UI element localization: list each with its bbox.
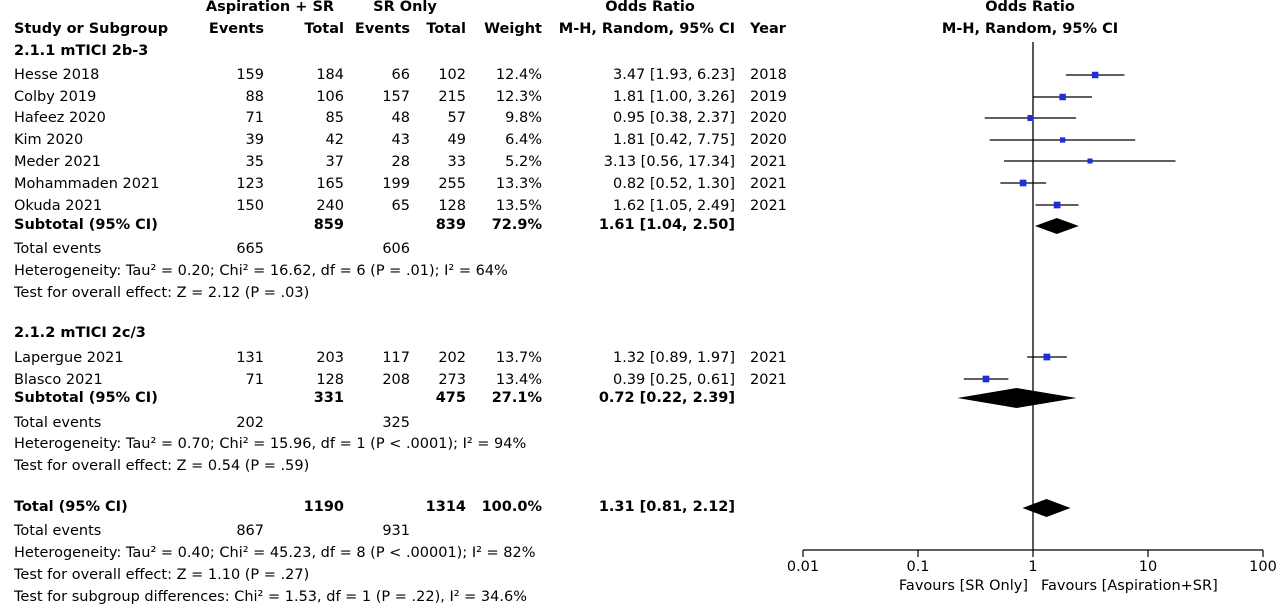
subtotal-weight: 27.1% xyxy=(491,390,542,406)
x-tick-label: 10 xyxy=(1138,559,1158,575)
events1-cell: 39 xyxy=(245,132,264,148)
ci-cell: 0.82 [0.52, 1.30] xyxy=(613,176,735,192)
total2-cell: 202 xyxy=(438,350,466,366)
study-marker xyxy=(1060,137,1065,142)
total2-cell: 215 xyxy=(438,89,466,105)
total-events-label: Total events xyxy=(14,523,102,539)
study-name: Hafeez 2020 xyxy=(14,110,106,126)
total-events2: 325 xyxy=(382,415,410,431)
heterogeneity-text: Heterogeneity: Tau² = 0.20; Chi² = 16.62, df = 6 (P = .01); I² = 64% xyxy=(14,263,508,279)
total1-cell: 184 xyxy=(316,67,344,83)
total1-cell: 203 xyxy=(316,350,344,366)
total1-cell: 240 xyxy=(316,198,344,214)
study-col-header: Study or Subgroup xyxy=(14,21,169,37)
total-total1: 1190 xyxy=(303,499,344,515)
events1-cell: 71 xyxy=(245,372,264,388)
x-tick-label: 100 xyxy=(1249,559,1277,575)
study-marker xyxy=(1092,72,1098,78)
overall-effect-text: Test for overall effect: Z = 1.10 (P = .27) xyxy=(14,567,310,583)
total2-cell: 255 xyxy=(438,176,466,192)
total1-cell: 128 xyxy=(316,372,344,388)
group2-header: SR Only xyxy=(373,0,437,15)
year-cell: 2018 xyxy=(750,67,787,83)
events1-cell: 88 xyxy=(245,89,264,105)
subtotal-total1: 331 xyxy=(313,390,344,406)
weight-cell: 13.5% xyxy=(495,198,542,214)
subtotal-ci: 0.72 [0.22, 2.39] xyxy=(598,390,735,406)
year-cell: 2021 xyxy=(750,176,787,192)
subtotal-label: Subtotal (95% CI) xyxy=(14,217,158,233)
weight-cell: 9.8% xyxy=(505,110,542,126)
total2-col-header: Total xyxy=(426,21,466,37)
total1-cell: 37 xyxy=(325,154,344,170)
study-marker xyxy=(983,376,990,383)
total-events-label: Total events xyxy=(14,241,102,257)
events1-cell: 71 xyxy=(245,110,264,126)
total-events-label: Total events xyxy=(14,415,102,431)
overall-effect-text: Test for overall effect: Z = 2.12 (P = .03) xyxy=(14,285,310,301)
pooled-diamond xyxy=(957,388,1076,408)
year-cell: 2021 xyxy=(750,154,787,170)
events1-col-header: Events xyxy=(208,21,264,37)
events1-cell: 131 xyxy=(236,350,264,366)
or-header: Odds Ratio xyxy=(605,0,695,15)
study-marker xyxy=(1087,158,1092,163)
total-events1: 867 xyxy=(236,523,264,539)
subtotal-ci: 1.61 [1.04, 2.50] xyxy=(598,217,735,233)
total2-cell: 49 xyxy=(447,132,466,148)
events2-cell: 117 xyxy=(382,350,410,366)
heterogeneity-text: Heterogeneity: Tau² = 0.40; Chi² = 45.23, df = 8 (P < .00001); I² = 82% xyxy=(14,545,536,561)
pooled-diamond xyxy=(1022,499,1070,517)
overall-effect-text: Test for overall effect: Z = 0.54 (P = .59) xyxy=(14,458,310,474)
total1-cell: 106 xyxy=(316,89,344,105)
events2-cell: 157 xyxy=(382,89,410,105)
study-marker xyxy=(1059,94,1065,100)
heterogeneity-text: Heterogeneity: Tau² = 0.70; Chi² = 15.96, df = 1 (P < .0001); I² = 94% xyxy=(14,436,527,452)
events2-cell: 48 xyxy=(391,110,410,126)
study-name: Okuda 2021 xyxy=(14,198,103,214)
weight-cell: 12.4% xyxy=(495,67,542,83)
pooled-diamond xyxy=(1035,218,1079,234)
total1-cell: 85 xyxy=(325,110,344,126)
study-marker xyxy=(1054,202,1061,209)
total1-col-header: Total xyxy=(304,21,344,37)
total1-cell: 42 xyxy=(325,132,344,148)
events2-cell: 208 xyxy=(382,372,410,388)
events2-cell: 66 xyxy=(391,67,410,83)
events1-cell: 159 xyxy=(236,67,264,83)
total-events2: 606 xyxy=(382,241,410,257)
study-name: Hesse 2018 xyxy=(14,67,100,83)
year-cell: 2020 xyxy=(750,132,787,148)
weight-cell: 5.2% xyxy=(505,154,542,170)
year-cell: 2021 xyxy=(750,372,787,388)
weight-cell: 13.7% xyxy=(495,350,542,366)
total1-cell: 165 xyxy=(316,176,344,192)
year-cell: 2021 xyxy=(750,198,787,214)
subtotal-label: Subtotal (95% CI) xyxy=(14,390,158,406)
subgroup-title: 2.1.2 mTICI 2c/3 xyxy=(14,325,146,341)
events2-cell: 199 xyxy=(382,176,410,192)
events1-cell: 150 xyxy=(236,198,264,214)
ci-cell: 0.95 [0.38, 2.37] xyxy=(613,110,735,126)
total-events2: 931 xyxy=(382,523,410,539)
total2-cell: 57 xyxy=(447,110,466,126)
study-name: Meder 2021 xyxy=(14,154,102,170)
study-name: Blasco 2021 xyxy=(14,372,103,388)
events2-cell: 43 xyxy=(391,132,410,148)
study-name: Kim 2020 xyxy=(14,132,84,148)
x-tick-label: 0.01 xyxy=(786,559,820,575)
total-events1: 202 xyxy=(236,415,264,431)
plot-or-header: Odds Ratio xyxy=(985,0,1075,15)
study-marker xyxy=(1020,180,1027,187)
total-total2: 1314 xyxy=(425,499,466,515)
study-name: Mohammaden 2021 xyxy=(14,176,160,192)
events1-cell: 35 xyxy=(245,154,264,170)
x-tick-label: 1 xyxy=(1028,559,1038,575)
weight-col-header: Weight xyxy=(484,21,542,37)
study-name: Lapergue 2021 xyxy=(14,350,124,366)
year-cell: 2021 xyxy=(750,350,787,366)
ci-cell: 3.13 [0.56, 17.34] xyxy=(603,154,735,170)
subtotal-weight: 72.9% xyxy=(491,217,542,233)
total2-cell: 102 xyxy=(438,67,466,83)
weight-cell: 12.3% xyxy=(495,89,542,105)
weight-cell: 13.3% xyxy=(495,176,542,192)
ci-cell: 3.47 [1.93, 6.23] xyxy=(613,67,735,83)
total-label: Total (95% CI) xyxy=(14,499,128,515)
events2-cell: 65 xyxy=(391,198,410,214)
weight-cell: 6.4% xyxy=(505,132,542,148)
ci-cell: 0.39 [0.25, 0.61] xyxy=(613,372,735,388)
events2-cell: 28 xyxy=(391,154,410,170)
study-marker xyxy=(1027,115,1033,121)
events1-cell: 123 xyxy=(236,176,264,192)
ci-cell: 1.81 [1.00, 3.26] xyxy=(613,89,735,105)
events2-col-header: Events xyxy=(354,21,410,37)
x-tick-label: 0.1 xyxy=(906,559,930,575)
weight-cell: 13.4% xyxy=(495,372,542,388)
total-events1: 665 xyxy=(236,241,264,257)
year-col-header: Year xyxy=(750,21,786,37)
ci-cell: 1.62 [1.05, 2.49] xyxy=(613,198,735,214)
total-weight: 100.0% xyxy=(481,499,542,515)
subtotal-total2: 839 xyxy=(435,217,466,233)
total2-cell: 128 xyxy=(438,198,466,214)
year-cell: 2019 xyxy=(750,89,787,105)
total-ci: 1.31 [0.81, 2.12] xyxy=(598,499,735,515)
total2-cell: 33 xyxy=(447,154,466,170)
year-cell: 2020 xyxy=(750,110,787,126)
plot-method-header: M-H, Random, 95% CI xyxy=(941,21,1119,37)
total2-cell: 273 xyxy=(438,372,466,388)
subtotal-total1: 859 xyxy=(313,217,344,233)
subtotal-total2: 475 xyxy=(435,390,466,406)
favours-right-label: Favours [Aspiration+SR] xyxy=(1041,578,1218,594)
method-col-header: M-H, Random, 95% CI xyxy=(558,21,735,37)
study-marker xyxy=(1043,354,1050,361)
subgroup-differences-text: Test for subgroup differences: Chi² = 1.53, df = 1 (P = .22), I² = 34.6% xyxy=(14,589,527,605)
ci-cell: 1.32 [0.89, 1.97] xyxy=(613,350,735,366)
ci-cell: 1.81 [0.42, 7.75] xyxy=(613,132,735,148)
study-name: Colby 2019 xyxy=(14,89,97,105)
favours-left-label: Favours [SR Only] xyxy=(898,578,1028,594)
group1-header: Aspiration + SR xyxy=(205,0,335,15)
subgroup-title: 2.1.1 mTICI 2b-3 xyxy=(14,43,149,59)
